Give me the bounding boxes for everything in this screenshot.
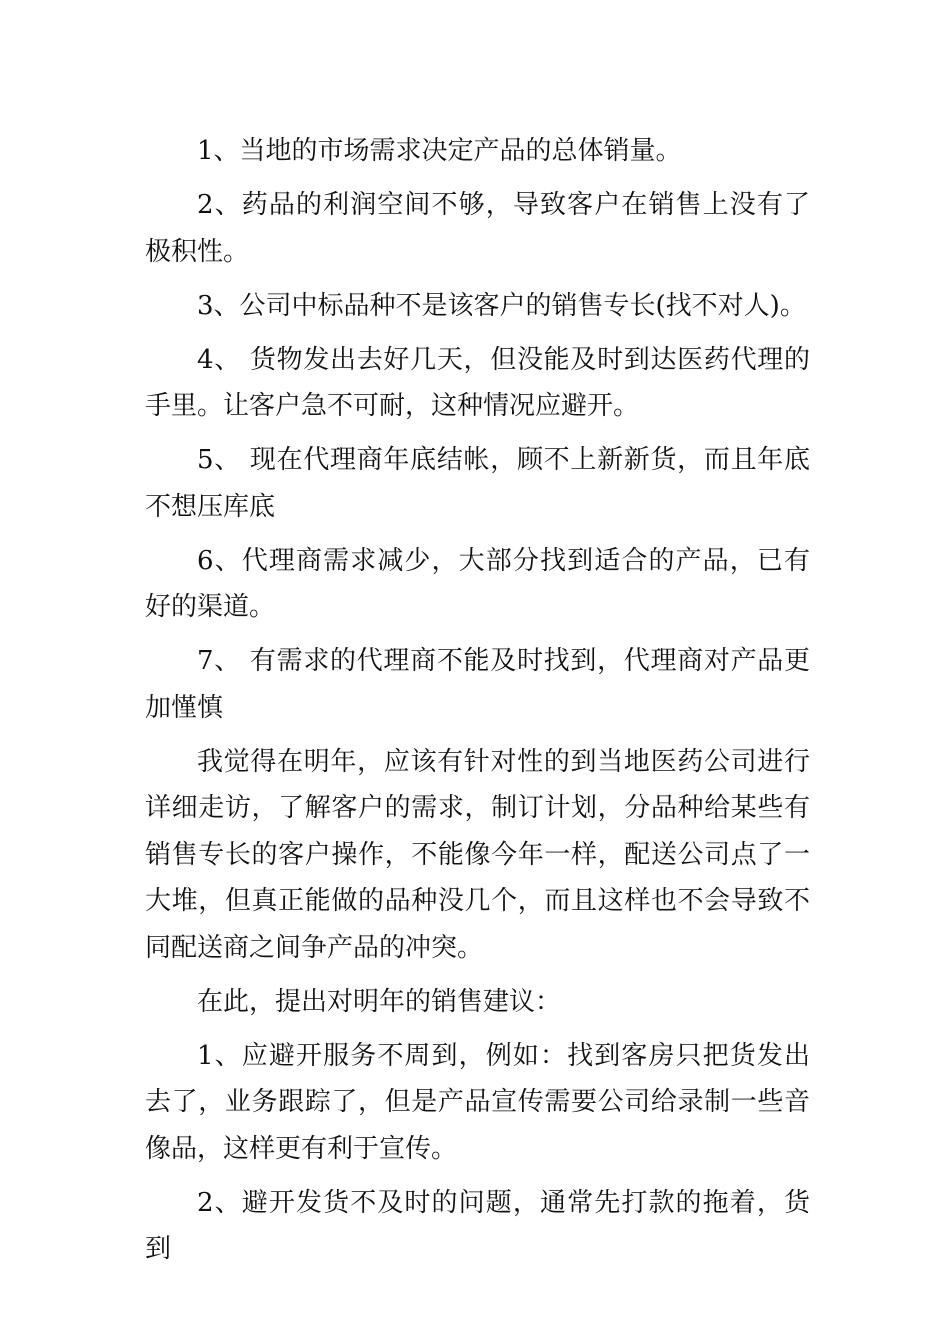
paragraph-9: 在此，提出对明年的销售建议： <box>197 986 562 1017</box>
paragraph-3: 3、公司中标品种不是该客户的销售专长(找不对人)。 <box>197 290 806 321</box>
paragraph-1: 1、当地的市场需求决定产品的总体销量。 <box>197 136 682 166</box>
paragraph-6: 6、代理商需求减少，大部分找到适合的产品，已有好的渠道。 <box>145 545 810 622</box>
paragraph-5: 5、 现在代理商年底结帐，顾不上新新货，而且年底不想压库底 <box>145 445 810 522</box>
paragraph-7: 7、 有需求的代理商不能及时找到，代理商对产品更加慬慎 <box>145 646 810 723</box>
paragraph-11: 2、避开发货不及时的问题，通常先打款的拖着，货到 <box>145 1187 810 1264</box>
paragraph-4: 4、 货物发出去好几天，但没能及时到达医药代理的手里。让客户急不可耐，这种情况应避开。 <box>145 344 810 421</box>
paragraph-2: 2、药品的利润空间不够，导致客户在销售上没有了极积性。 <box>145 190 810 267</box>
paragraph-10: 1、应避开服务不周到，例如：找到客房只把货发出去了，业务跟踪了，但是产品宣传需要公司给录制一些音像品，这样更有利于宣传。 <box>145 1040 810 1164</box>
paragraph-8: 我觉得在明年，应该有针对性的到当地医药公司进行详细走访，了解客户的需求，制订计划，分品种给某些有销售专长的客户操作，不能像今年一样，配送公司点了一大堆，但真正能做的品种没几个，而且这样也不会导致不同配送商之间争产品的冲突。 <box>145 746 810 963</box>
document-body <box>145 128 810 1273</box>
